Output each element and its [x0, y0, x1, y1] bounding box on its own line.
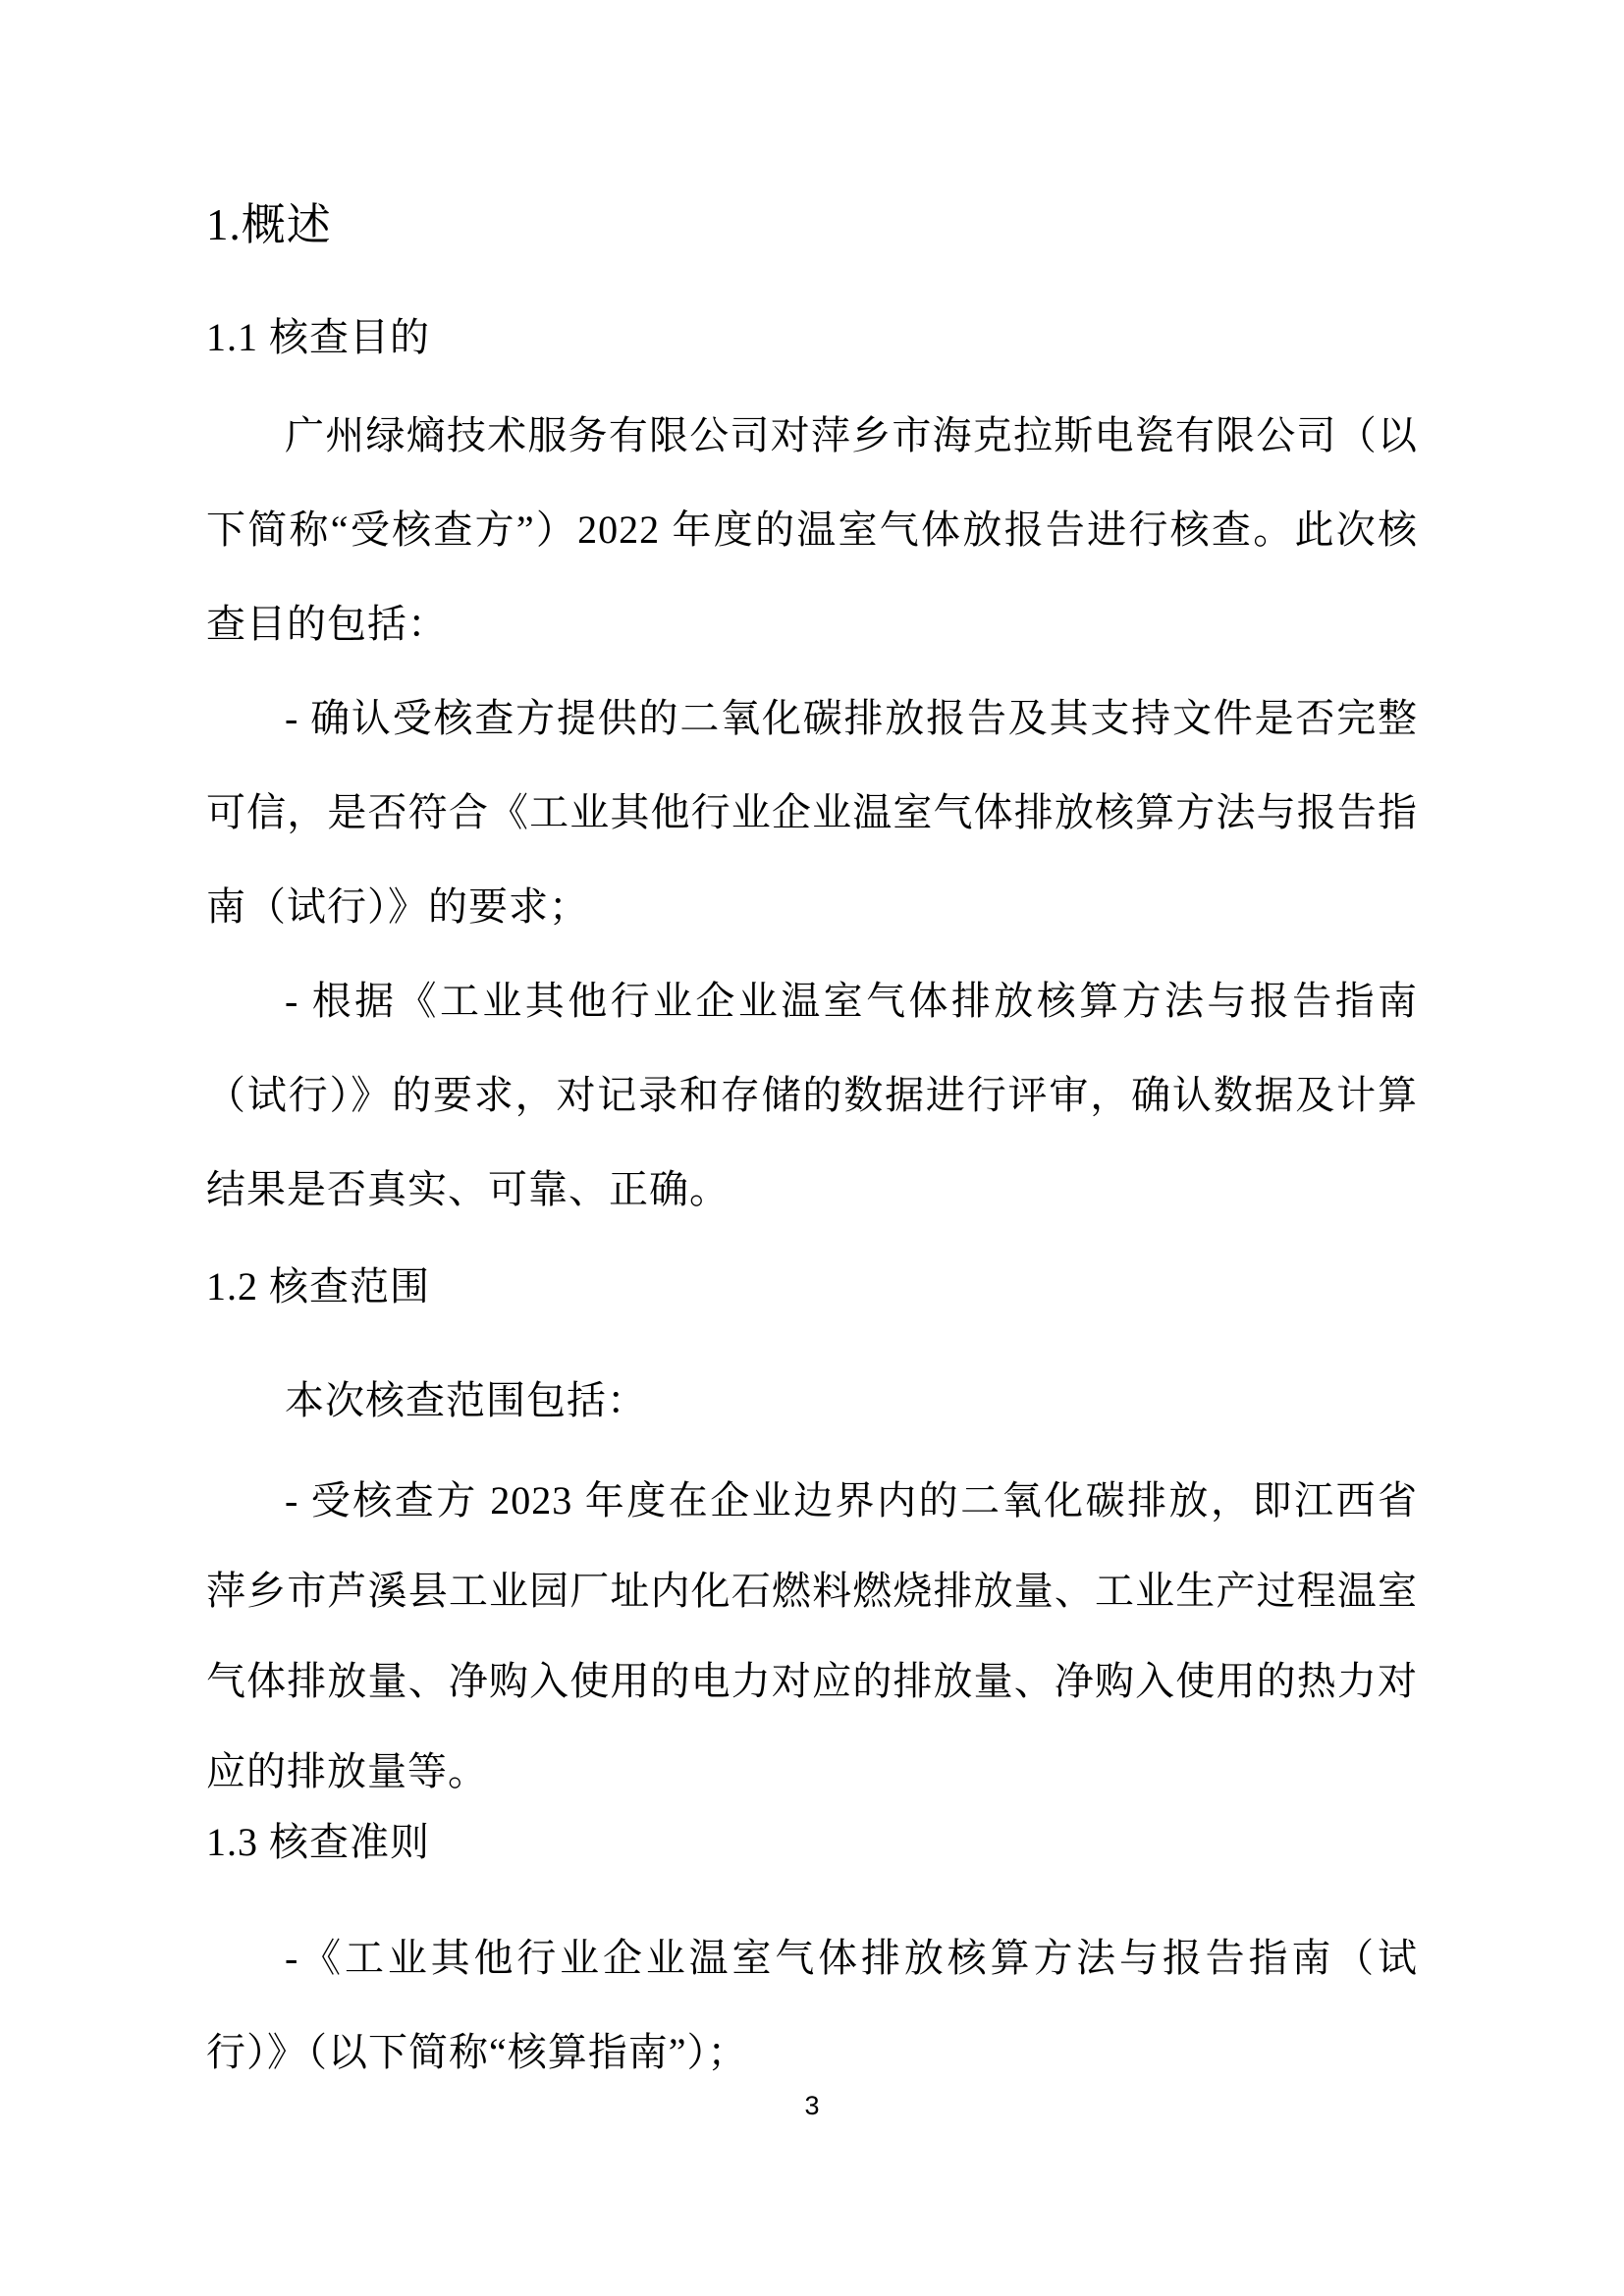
document-content [206, 196, 1418, 2100]
paragraph-criteria-item-1: -《工业其他行业企业温室气体排放核算方法与报告指南（试行）》（以下简称“核算指南”）； [206, 1936, 1418, 2074]
page-number: 3 [804, 2091, 820, 2120]
paragraph-purpose-item-2: - 根据《工业其他行业企业温室气体排放核算方法与报告指南（试行）》的要求，对记录和存储的数据进行评审，确认数据及计算结果是否真实、可靠、正确。 [206, 979, 1418, 1211]
paragraph-purpose-intro: 广州绿熵技术服务有限公司对萍乡市海克拉斯电瓷有限公司（以下简称“受核查方”）2022 年度的温室气体放报告进行核查。此次核查目的包括： [206, 413, 1418, 646]
heading-overview: 1.概述 [206, 200, 332, 249]
paragraph-scope-intro: 本次核查范围包括： [285, 1378, 647, 1422]
paragraph-purpose-item-1: - 确认受核查方提供的二氧化碳排放报告及其支持文件是否完整可信，是否符合《工业其他行业企业温室气体排放核算方法与报告指南（试行）》的要求； [206, 696, 1418, 929]
heading-verification-scope: 1.2 核查范围 [206, 1264, 430, 1308]
heading-verification-criteria: 1.3 核查准则 [206, 1820, 430, 1864]
paragraph-scope-item-1: - 受核查方 2023 年度在企业边界内的二氧化碳排放，即江西省萍乡市芦溪县工业园厂址内化石燃料燃烧排放量、工业生产过程温室气体排放量、净购入使用的电力对应的排放量、净购入使用的热力对应的排放量等。 [206, 1478, 1418, 1793]
heading-verification-purpose: 1.1 核查目的 [206, 315, 430, 359]
